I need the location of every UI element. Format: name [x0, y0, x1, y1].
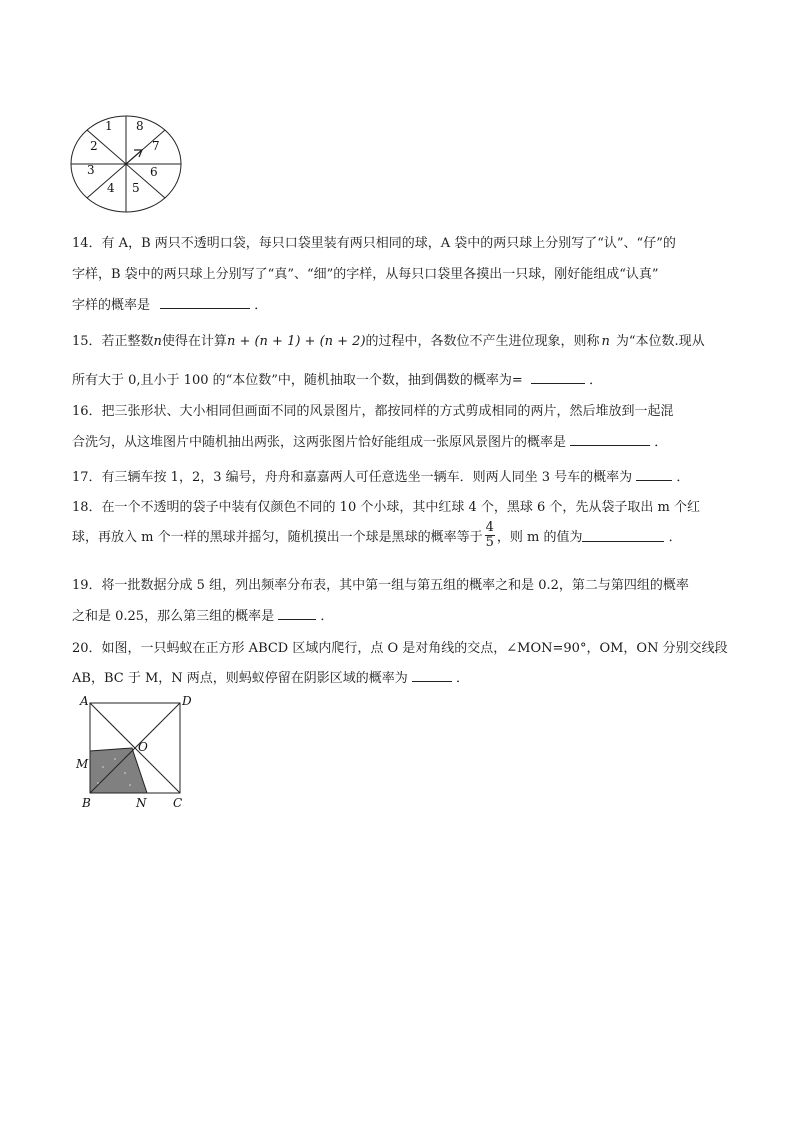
q20-answer-blank[interactable] [412, 669, 452, 682]
q15-prefix: 15．若正整数 [72, 334, 154, 349]
q15-line-1 [72, 330, 705, 349]
q15-answer-blank[interactable] [531, 371, 585, 384]
vertex-label-a: A [80, 694, 89, 708]
q16-line-2-text: 合洗匀，从这堆图片中随机抽出两张，这两张图片恰好能组成一张原风景图片的概率是 [72, 435, 567, 450]
q14-answer-blank[interactable] [160, 296, 250, 309]
q17-answer-blank[interactable] [636, 468, 672, 481]
q15-var-n2: n [601, 334, 610, 349]
q14-line-3: 字样的概率是 ． [72, 298, 268, 313]
shaded-region [90, 748, 147, 793]
q15-line-2: 所有大于 0,且小于 100 的“本位数”中，随机抽取一个数，抽到偶数的概率为= ． [72, 373, 603, 388]
q15-expression: n + (n + 1) + (n + 2) [226, 334, 366, 349]
q18-line-2b: ，则 m 的值为 [496, 530, 583, 545]
point-label-n: N [136, 796, 147, 810]
sector-label-7: 7 [152, 139, 160, 153]
sector-label-5: 5 [132, 181, 140, 195]
q16-answer-blank[interactable] [570, 433, 650, 446]
q19-line-2-text: 之和是 0.25，那么第三组的概率是 [72, 609, 275, 624]
q18-frac-denominator: 5 [485, 535, 494, 550]
q18-fraction [485, 521, 495, 550]
sector-label-4: 4 [107, 181, 115, 195]
q18-frac-numerator: 4 [485, 520, 494, 535]
point-label-o: O [138, 740, 148, 754]
q15-suffix: 为“本位数.现从 [615, 334, 705, 349]
sector-label-1: 1 [105, 119, 113, 133]
q17-line-1: 17．有三辆车按 1，2，3 编号，舟舟和嘉嘉两人可任意选坐一辆车．则两人同坐 3 号车的概率为 ． [72, 470, 690, 485]
vertex-label-c: C [173, 796, 183, 810]
q15-var-n: n [153, 334, 162, 349]
q20-line-1: 20．如图，一只蚂蚁在正方形 ABCD 区域内爬行，点 O 是对角线的交点，∠MON=90°，OM，ON 分别交线段 [72, 641, 728, 656]
q19-line-2: 之和是 0.25，那么第三组的概率是 ． [72, 609, 334, 624]
q15-mid1: 使得在计算 [161, 334, 227, 349]
q15-mid2: 的过程中，各数位不产生进位现象，则称 [365, 334, 600, 349]
sector-label-8: 8 [136, 119, 144, 133]
sector-label-2: 2 [90, 139, 98, 153]
q18-line-1: 18．在一个不透明的袋子中装有仅颜色不同的 10 个小球，其中红球 4 个，黑球 6 个，先从袋子取出 m 个红 [72, 500, 701, 515]
spinner-figure [68, 112, 184, 216]
q18-line-2a: 球，再放入 m 个一样的黑球并摇匀，随机摸出一个球是黑球的概率等于 [72, 530, 483, 545]
q18-line-2: 球，再放入 m 个一样的黑球并摇匀，随机摸出一个球是黑球的概率等于 $\frac{4}{5}$ ，则 m 的值为 ． [72, 520, 682, 550]
q16-line-2: 合洗匀，从这堆图片中随机抽出两张，这两张图片恰好能组成一张原风景图片的概率是 ． [72, 435, 668, 450]
q18-answer-blank[interactable] [582, 529, 664, 542]
q19-answer-blank[interactable] [278, 607, 316, 620]
sector-label-6: 6 [150, 165, 158, 179]
q14-line-3-text: 字样的概率是 [72, 298, 151, 313]
vertex-label-d: D [182, 694, 192, 708]
q14-line-2: 字样，B 袋中的两只球上分别写了“真”、“细”的字样，从每只口袋里各摸出一只球，刚好能组成“认真” [72, 267, 659, 282]
q15-line-2-text: 所有大于 0,且小于 100 的“本位数”中，随机抽取一个数，抽到偶数的概率为= [72, 373, 523, 388]
q17-text: 17．有三辆车按 1，2，3 编号，舟舟和嘉嘉两人可任意选坐一辆车．则两人同坐 3 号车的概率为 [72, 470, 633, 485]
q20-line-2-text: AB，BC 于 M，N 两点，则蚂蚁停留在阴影区域的概率为 [72, 671, 408, 686]
vertex-label-b: B [82, 796, 91, 810]
q16-line-1: 16．把三张形状、大小相同但画面不同的风景图片，都按同样的方式剪成相同的两片，然后堆放到一起混 [72, 404, 674, 419]
q20-line-2: AB，BC 于 M，N 两点，则蚂蚁停留在阴影区域的概率为 ． [72, 671, 470, 686]
sector-label-3: 3 [87, 163, 95, 177]
q14-line-1: 14．有 A，B 两只不透明口袋，每只口袋里装有两只相同的球，A 袋中的两只球上分别写了“认”、“仔”的 [72, 236, 676, 251]
point-label-m: M [76, 757, 89, 771]
square-figure [70, 693, 200, 811]
q19-line-1: 19．将一批数据分成 5 组，列出频率分布表，其中第一组与第五组的概率之和是 0.2，第二与第四组的概率 [72, 578, 689, 593]
